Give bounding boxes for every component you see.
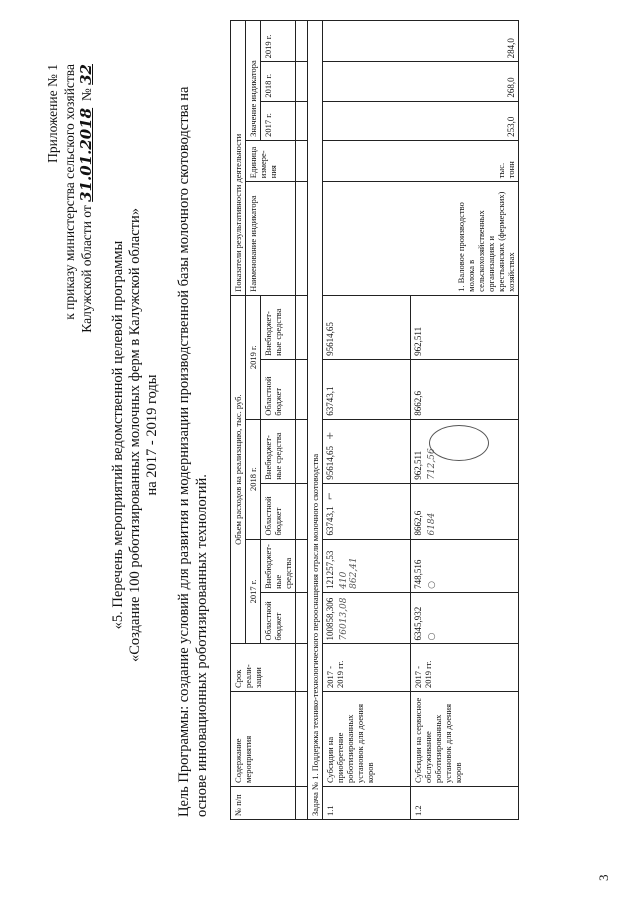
row-regional-2018: 8662,6 6184 xyxy=(411,483,519,539)
row-extra-2018: 962,511 712,56 xyxy=(411,419,519,483)
header-results: Показатели результативности деятельности xyxy=(231,21,246,296)
task-title: Задача № 1. Поддержка технико-технологического перооснащения отрасли молочного скотоводства xyxy=(308,21,323,820)
handwritten-note: 712,56 xyxy=(427,448,437,480)
task-row xyxy=(308,21,323,820)
pen-mark-icon: + xyxy=(325,431,336,441)
header-value-2019: 2019 г. xyxy=(261,21,296,62)
appendix-date-prefix: Калужской области от xyxy=(79,205,94,333)
header-extra-2018: Внебюджет-ные средства xyxy=(261,419,296,483)
indicator-value-2019: 284,0 xyxy=(323,21,519,62)
header-regional-2017: Областной бюджет xyxy=(261,592,296,644)
appendix-line-2: к приказу министерства сельского хозяйства xyxy=(62,64,77,320)
row-extra-2017: 121257,53 410 862,41 xyxy=(323,539,411,592)
handwritten-note: 410 862,41 xyxy=(339,557,359,589)
header-indicator-value: Значение индикатора xyxy=(246,21,261,141)
goal-label: Цель Программы: xyxy=(176,705,192,817)
measures-table xyxy=(230,20,519,820)
appendix-line-1: Приложение № 1 xyxy=(45,64,60,163)
row-regional-2017: 100858,306 76013,08 xyxy=(323,592,411,644)
table-header-row-1 xyxy=(231,21,246,820)
header-expenses: Объем расходов на реализацию, тыс. руб. xyxy=(231,295,246,644)
appendix-header xyxy=(44,64,95,484)
header-extra-2017: Внебюджет-ные средства xyxy=(261,539,296,592)
header-unit: Единица измере-ния xyxy=(246,140,296,181)
indicator-value-2017: 253,0 xyxy=(323,101,519,140)
table-row xyxy=(323,21,411,820)
program-goal xyxy=(175,57,211,817)
row-extra-2019: 962,511 xyxy=(411,295,519,359)
row-regional-2017: 6345,932 ○ xyxy=(411,592,519,644)
goal-text: создание условий для развития и модернизации производственной базы молочного скотоводства на основе инновационных роботизированных технологий. xyxy=(176,86,210,817)
handwritten-note: 76013,08 xyxy=(339,597,349,641)
row-content: Субсидии на приобретение роботизированных установок для доения коров xyxy=(323,691,411,786)
header-year-2017: 2017 г. xyxy=(246,539,261,644)
row-extra-2019: 95614,65 xyxy=(323,295,411,359)
row-num: 1.1 xyxy=(323,786,411,819)
header-year-2018: 2018 г. xyxy=(246,419,261,539)
circled-mark-icon xyxy=(429,425,489,461)
row-extra-2017: 748,516 ○ xyxy=(411,539,519,592)
header-indicator-name: Наименование индикатора xyxy=(246,182,296,296)
title-line-3: на 2017 - 2019 годы xyxy=(144,374,160,496)
page-number: 3 xyxy=(596,874,611,881)
table-numbering-row xyxy=(296,21,308,820)
row-term: 2017 - 2019 гг. xyxy=(323,644,411,692)
indicator-name: 1. Валовое производство молока в сельскохозяйственных организациях и крестьянских (фермерских) хозяйствах xyxy=(323,182,519,296)
row-num: 1.2 xyxy=(411,786,519,819)
handwritten-number: 32 xyxy=(77,64,95,85)
row-term: 2017 - 2019 гг. xyxy=(411,644,519,692)
header-term: Срок реали-зации xyxy=(231,644,296,692)
indicator-unit: тыс. тонн xyxy=(323,140,519,181)
pen-mark-icon: ⌐ xyxy=(325,491,336,501)
title-line-1: «5. Перечень мероприятий ведомственной целевой программы xyxy=(110,240,126,630)
handwritten-date: 31.01.2018 xyxy=(77,107,95,202)
header-value-2017: 2017 г. xyxy=(261,101,296,140)
handwritten-note: 6184 xyxy=(427,512,437,536)
pen-mark-icon: ○ xyxy=(427,581,437,589)
row-content: Субсидии на сервисное обслуживание роботизированных установок для доения коров xyxy=(411,691,519,786)
appendix-line-3 xyxy=(78,64,95,484)
row-regional-2018: 63743,1⌐ xyxy=(323,483,411,539)
row-regional-2019: 63743,1 xyxy=(323,359,411,419)
row-regional-2019: 8662,6 xyxy=(411,359,519,419)
header-regional-2018: Областной бюджет xyxy=(261,483,296,539)
header-extra-2019: Внебюджет-ные средства xyxy=(261,295,296,359)
header-value-2018: 2018 г. xyxy=(261,62,296,101)
header-num: № п/п xyxy=(231,786,296,819)
title-line-2: «Создание 100 роботизированных молочных ферм в Калужской области» xyxy=(127,208,143,662)
header-regional-2019: Областной бюджет xyxy=(261,359,296,419)
indicator-value-2018: 268,0 xyxy=(323,62,519,101)
header-content: Содержание мероприятия xyxy=(231,691,296,786)
header-year-2019: 2019 г. xyxy=(246,295,261,419)
number-label: № xyxy=(79,88,94,102)
pen-mark-icon: ○ xyxy=(427,632,437,641)
row-extra-2018: 95614,65+ xyxy=(323,419,411,483)
document-title xyxy=(110,85,161,785)
